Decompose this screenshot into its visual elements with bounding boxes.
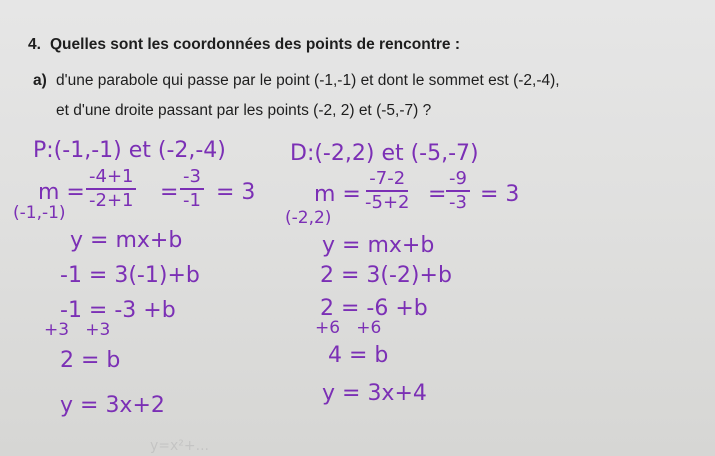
right-slope-fraction-1 (362, 170, 412, 212)
part-a-label: a) (33, 72, 47, 89)
right-frac2-denominator: -3 (449, 192, 467, 213)
left-line-1: y = mx+b (70, 228, 183, 253)
left-slope-fraction-2 (180, 168, 204, 210)
left-equals: = (160, 180, 179, 205)
right-line-3: 2 = -6 +b (320, 296, 428, 321)
left-frac2-denominator: -1 (183, 190, 201, 211)
left-slope-fraction-1 (86, 168, 136, 210)
left-slope-result: = 3 (216, 180, 256, 205)
left-slope-prefix: m = (38, 180, 85, 205)
part-a-line1-text: d'une parabole qui passe par le point (56, 72, 310, 89)
right-slope-prefix: m = (314, 182, 361, 207)
right-line-1: y = mx+b (322, 233, 435, 258)
right-line-4: +6 +6 (315, 318, 382, 338)
left-frac1-denominator: -2+1 (89, 190, 134, 211)
part-a-line2-mid: et (358, 102, 372, 119)
part-a-line2 (56, 102, 431, 120)
right-frac1-denominator: -5+2 (365, 192, 410, 213)
right-header: D:(-2,2) et (-5,-7) (290, 141, 479, 166)
faint-bleed-through-text: y=x²+... (150, 438, 209, 454)
part-a-line2-text: et d'une droite passant par les points (56, 102, 309, 119)
question-text: Quelles sont les coordonnées des points de rencontre : (50, 36, 460, 53)
left-line-5: 2 = b (60, 348, 121, 373)
right-line-5: 4 = b (328, 343, 389, 368)
right-line-2: 2 = 3(-2)+b (320, 263, 452, 288)
left-line-6: y = 3x+2 (60, 393, 165, 418)
point-1: (-1,-1) (314, 72, 357, 89)
left-line-4: +3 +3 (44, 320, 111, 340)
right-slope-fraction-2 (446, 170, 470, 212)
left-line-2: -1 = 3(-1)+b (60, 263, 200, 288)
left-line-3: -1 = -3 +b (60, 298, 176, 323)
left-chosen-point: (-1,-1) (13, 203, 66, 223)
left-frac1-numerator: -4+1 (86, 168, 136, 190)
question-number: 4. (28, 36, 41, 53)
part-a-line1 (56, 72, 560, 90)
part-a-line1-mid: et dont le sommet est (360, 72, 509, 89)
right-chosen-point: (-2,2) (285, 208, 332, 228)
right-frac2-numerator: -9 (446, 170, 470, 192)
point-2: (-2, 2) (313, 102, 355, 119)
part-a-line2-end: ? (422, 102, 432, 119)
right-line-6: y = 3x+4 (322, 381, 427, 406)
right-equals: = (428, 182, 447, 207)
right-frac1-numerator: -7-2 (366, 170, 408, 192)
left-header: P:(-1,-1) et (-2,-4) (33, 138, 226, 163)
vertex-point: (-2,-4), (513, 72, 560, 89)
right-slope-result: = 3 (480, 182, 520, 207)
left-frac2-numerator: -3 (180, 168, 204, 190)
point-3: (-5,-7) (376, 102, 419, 119)
